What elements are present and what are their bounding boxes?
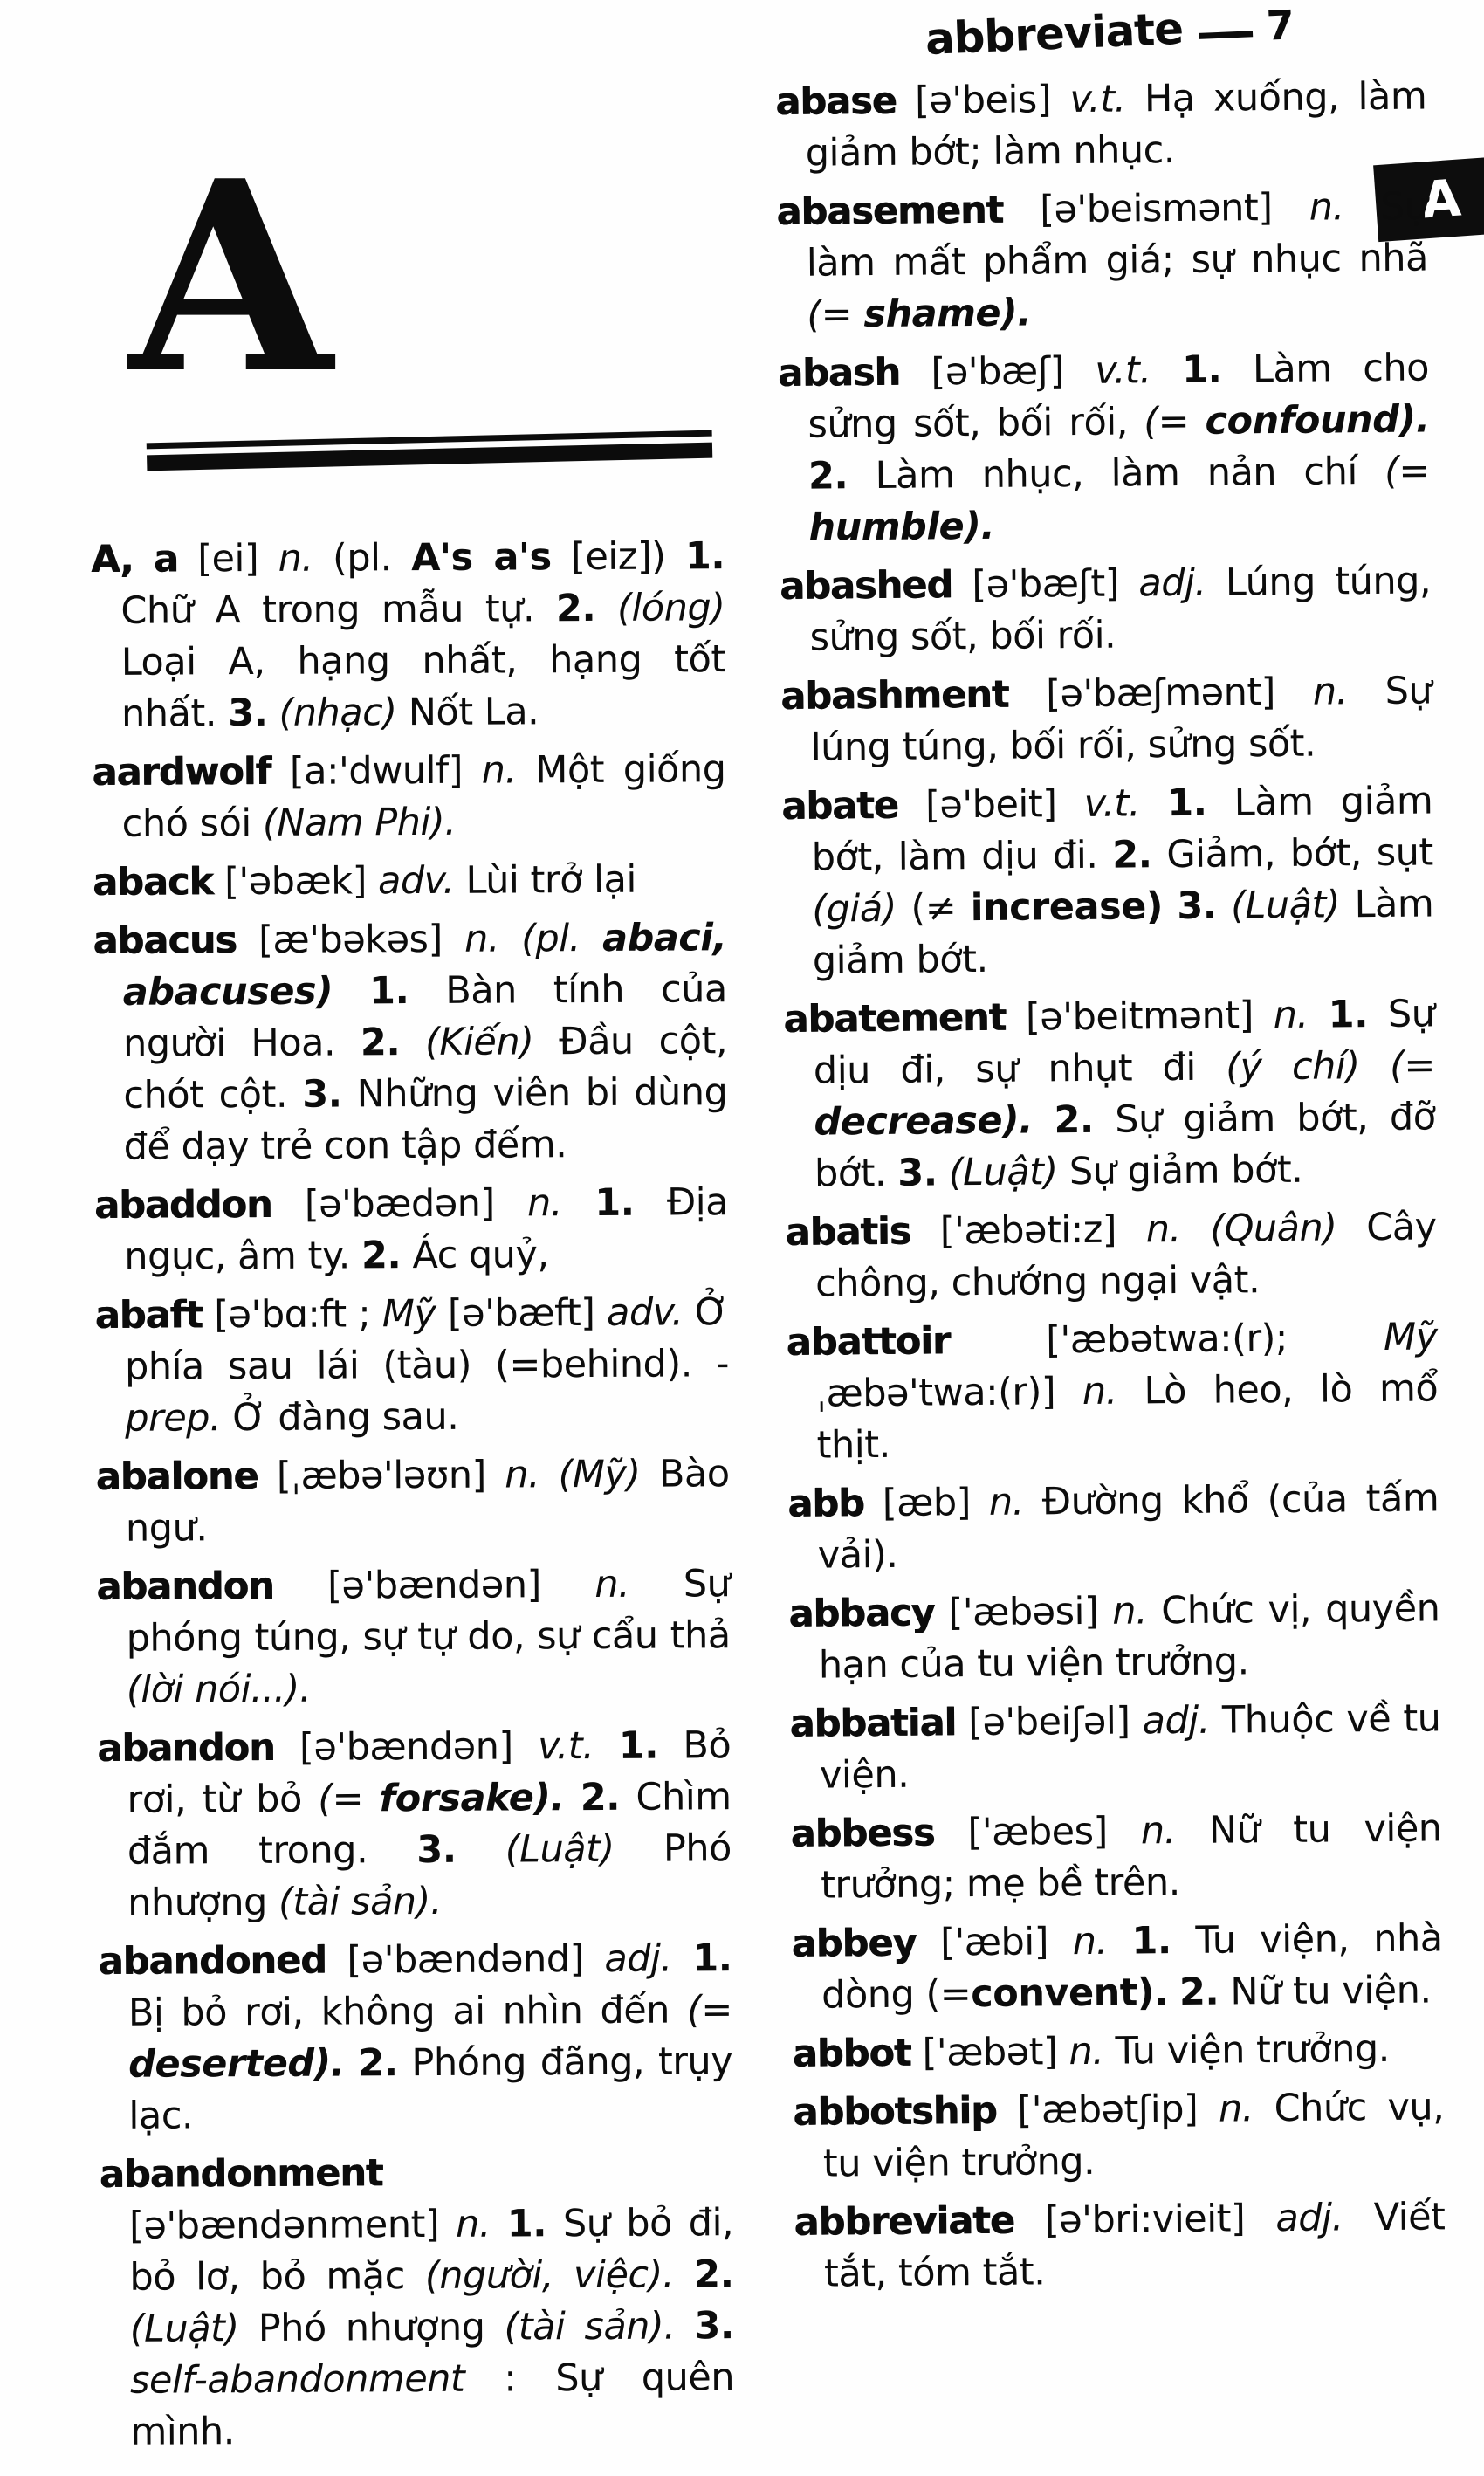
entry-text: (nhạc) [278,691,397,735]
entry-text [333,969,369,1013]
entry-text: [ə'bændənment] [129,2202,457,2248]
entry-text: (Mỹ) [558,1452,641,1497]
entry-text: n. [278,536,313,581]
entry-text: Phó nhượng [127,1826,732,1925]
entry-text: [æb] [863,1480,990,1526]
headword: abashed [779,563,953,609]
entry-text: [ə'bɑ:ft ; [202,1292,382,1338]
entry-text: Thuộc về tu viện. [819,1696,1441,1798]
entry-text: Bàn tính của người Hoa. [122,967,727,1066]
entry-text: self-abandonment [129,2356,465,2403]
headword: abash [777,350,901,395]
entry-text: confound). [1205,397,1430,444]
entry-text [491,2203,507,2246]
entry-text: Ở phía sau lái (tàu) (=behind). - [124,1290,730,1389]
page-number: 7 [1265,1,1295,50]
dictionary-entry [95,1287,730,1445]
headword: abaddon [93,1182,272,1228]
entry-text: : Sự quên mình. [130,2356,735,2454]
headword: abbatial [789,1701,957,1746]
guide-word: abbreviate [924,3,1185,65]
entry-text: (= [686,1988,732,2032]
headword: aardwolf [92,749,271,794]
entry-text: 1. [1167,781,1207,826]
entry-text: (Kiến) [424,1020,534,1065]
entry-text: 1. [368,969,409,1014]
entry-text: v.t. [1069,77,1126,122]
entry-text: ['æbətwa:(r); [949,1315,1384,1364]
dictionary-entry [790,1803,1442,1912]
entry-text [1168,1970,1180,2014]
entry-text: convent). [971,1970,1169,2017]
entry-text: increase) [970,884,1164,931]
entry-text: Tu viện trưởng. [1103,2026,1391,2074]
entry-text: Đường khổ (của tấm vải). [817,1476,1439,1578]
dictionary-entry [786,1311,1439,1472]
entry-text: 2. [360,1021,401,1065]
entry-text [1033,1098,1055,1142]
headword: abattoir [786,1319,951,1365]
section-letter: A [129,123,333,431]
entry-text: 1. [1328,993,1369,1037]
entry-text: ['æbəti:z] [910,1207,1146,1254]
headword: abacus [93,918,237,963]
entry-text: Chìm đắm trong. [127,1775,732,1874]
entry-text: v.t. [538,1724,594,1769]
entry-text [672,1936,693,1980]
entry-text: Loại A, hạng nhất, hạng tốt nhất. [120,637,725,736]
entry-text: adv. [606,1290,684,1335]
headword: abandoned [98,1938,327,1984]
entry-text: Ở đàng sau. [221,1394,459,1441]
dictionary-entry [783,988,1436,1200]
dictionary-entry [92,744,726,850]
entry-text: (= [1389,1043,1436,1088]
entry-text: n. [455,2202,491,2246]
dictionary-entry [91,531,725,740]
entry-text [1216,884,1231,927]
entry-text: Một giống chó sói [121,747,726,846]
dictionary-entry [793,2081,1445,2191]
headword: abbess [790,1811,935,1856]
headword: abasement [776,188,1004,234]
entry-text: Những viên bi dùng để dạy trẻ con tập đếm. [123,1070,728,1169]
entry-text: ['æbi] [916,1920,1074,1965]
entry-text: adj. [1138,561,1206,606]
entry-text: [ə'bæʃt] [952,561,1139,608]
entry-text: n. [594,1562,630,1606]
entry-text: adj. [1142,1698,1211,1744]
entry-text: Sự giảm bớt, đỡ bớt. [814,1095,1436,1196]
entry-text: 2. [1054,1097,1094,1143]
entry-text [1107,1920,1131,1964]
entry-text: (≠ [896,886,971,931]
entry-text: [ə'beis] [896,78,1070,123]
entry-text: n. [464,917,500,961]
entry-text [1359,1044,1390,1088]
dictionary-entry [778,342,1431,554]
entry-text: (Quân) [1210,1206,1337,1251]
entry-text: (lời nói...). [126,1667,312,1712]
entry-text: [eiz]) [551,534,686,580]
entry-text: 2. [580,1775,621,1820]
entry-text: Giảm, bớt, sụt [1151,830,1433,877]
entry-text: 1. [1181,347,1222,392]
entry-text: 1. [1131,1919,1171,1964]
entry-text: adj. [604,1936,672,1981]
entry-text: (người, việc). [424,2252,675,2299]
entry-text [1163,884,1178,928]
entry-text: n. [1072,1919,1108,1964]
headword: A, a [91,537,178,581]
headword: abaft [94,1293,203,1338]
entry-text [937,1151,949,1194]
entry-text: Nữ tu viện trưởng; mẹ bề trên. [820,1806,1442,1908]
entry-text: (Luật) [129,2307,239,2351]
entry-text [1308,994,1328,1037]
entry-text: Bỏ rơi, từ bỏ [127,1723,732,1822]
dictionary-entry [93,912,728,1173]
entry-text: Hạ xuống, làm giảm bớt; làm nhục. [805,74,1427,175]
entry-text [1180,1207,1210,1251]
headword: aback [92,860,214,904]
left-column [91,531,735,2466]
entry-text: Làm nhục, làm nản chí [848,449,1385,499]
entry-text: n. [1140,1809,1176,1854]
entry-text: [ə'bændən] [274,1724,539,1770]
entry-text: n. [1218,2087,1254,2131]
entry-text: Làm giảm bớt. [812,882,1434,983]
entry-text [539,1453,559,1496]
entry-text: (Luật) [948,1150,1058,1195]
entry-text: v.t. [1083,781,1141,826]
entry-text: (= [1144,399,1206,444]
entry-text: Phóng đãng, trụy lạc. [128,2039,733,2138]
entry-text: v.t. [1095,348,1151,393]
entry-text: A's a's [411,535,552,581]
entry-text: forsake). [379,1776,565,1821]
headword: abase [775,79,897,124]
entry-text [344,2041,358,2085]
entry-text: [ə'bændənd] [326,1936,605,1983]
dictionary-entry [780,555,1432,664]
thumb-tab-letter: A [1419,168,1463,230]
entry-text: (Luật) [1230,883,1341,928]
entry-text: 2. [361,1234,402,1278]
entry-text: 1. [618,1723,659,1768]
entry-text: shame). [863,291,1032,337]
headword: abate [781,783,899,829]
entry-text: Lò heo, lò mổ thịt. [816,1366,1439,1468]
entry-text: Làm giảm bớt, làm dịu đi. [811,779,1433,880]
entry-text: n. [1312,670,1348,714]
entry-text: decrease). [814,1098,1034,1145]
headword: abalone [95,1455,258,1499]
entry-text: abaci, abacuses) [122,916,727,1014]
dictionary-entry [794,2191,1446,2301]
entry-text: Tu viện, nhà dòng (= [821,1916,1443,2018]
entry-text: [ə'beitmənt] [1005,994,1274,1040]
headword: abbot [792,2031,911,2076]
entry-text: [ˌæbə'ləʊn] [258,1453,505,1499]
entry-text [595,587,617,630]
entry-text: n. [1309,185,1344,230]
entry-text: n. [988,1480,1025,1524]
entry-text: 3. [228,691,268,736]
dictionary-entry [776,181,1429,341]
headword: abbotship [793,2088,997,2135]
entry-text: 2. [555,586,596,631]
entry-text: Sự dịu đi, sự nhụt đi [813,992,1435,1093]
entry-text: (= [807,292,864,337]
entry-text: n. [481,748,517,793]
entry-text: adv. [377,858,455,904]
entry-text: Lúng túng, sửng sốt, bối rối. [809,559,1432,660]
running-head [924,0,1293,65]
entry-text: (= [1384,449,1431,493]
entry-text: 1. [506,2202,547,2246]
entry-text: Lùi trở lại [454,857,636,903]
entry-text: n. [1145,1207,1181,1252]
entry-text: Nốt La. [396,690,539,735]
entry-text [1151,348,1182,392]
entry-text: deserted). [128,2041,345,2087]
entry-text: Viết tắt, tóm tắt. [823,2195,1446,2296]
entry-text: [a:'dwulf] [271,748,482,794]
headword: abandon [97,1725,275,1771]
entry-text: (lóng) [616,586,725,630]
dictionary-entry [793,2023,1444,2081]
entry-text: prep. [125,1396,222,1441]
entry-text: (Nam Phi). [262,800,457,845]
headword: abatement [783,995,1007,1042]
entry-text: ['əbæk] [212,859,379,904]
entry-text: 3. [416,1827,457,1873]
dictionary-entry [781,775,1434,987]
headword: abb [787,1482,865,1526]
entry-text: n. [1112,1589,1148,1633]
entry-text: Mỹ [1383,1315,1438,1359]
dictionary-entry [96,1558,731,1716]
dictionary-entry [789,1693,1441,1802]
entry-text: [ə'beiʃəl] [955,1699,1143,1745]
entry-text: Sự lúng túng, bối rối, sửng sốt. [810,669,1432,770]
dictionary-entry [98,1933,732,2142]
entry-text: [ə'bæʃmənt] [1008,670,1314,717]
entry-text: n. [505,1453,540,1497]
right-column [775,71,1446,2307]
entry-text: (= [318,1777,380,1821]
entry-text: ['æbəsi] [934,1589,1113,1635]
entry-text: Chức vụ, tu viện trưởng. [822,2085,1445,2186]
section-divider-rule [147,430,713,471]
entry-text: Sự phóng túng, sự tự do, sự cẩu thả [126,1562,731,1661]
entry-text: 3. [694,2304,734,2349]
entry-text: Đầu cột, chót cột. [123,1019,728,1118]
entry-text: Nữ tu viện. [1219,1968,1432,2014]
headword: abbey [791,1921,917,1966]
entry-text: [ei] [177,536,278,581]
entry-text: [ə'bædən] [271,1181,528,1227]
dictionary-entry [100,2146,735,2459]
entry-text: [ə'beismənt] [1002,185,1309,232]
entry-text: ['æbətʃip] [996,2087,1219,2133]
entry-text: Cây chông, chướng ngại vật. [814,1205,1437,1306]
entry-text: (pl. [313,536,412,581]
entry-text: Mỹ [381,1291,436,1337]
entry-text: [ə'bæft] [436,1290,608,1336]
entry-text: [æ'bəkəs] [236,917,465,963]
entry-text: humble). [808,504,995,550]
entry-text [456,1828,505,1872]
entry-text: Chức vị, quyền hạn của tu viện trưởng. [818,1586,1440,1688]
entry-text [564,1776,581,1819]
entry-text: ˌæbə'twa:(r)] [815,1369,1083,1416]
entry-text: [ə'bændən] [273,1562,595,1608]
header-rule [1199,22,1254,39]
entry-text: Làm cho sửng sốt, bối rối, [807,346,1430,447]
entry-text: Chữ A trong mẫu tự. [120,587,557,633]
entry-text: ['æbət] [910,2030,1069,2075]
dictionary-entry [791,1913,1443,2022]
entry-text: [ə'beit] [897,781,1085,828]
entry-text [562,1181,595,1225]
entry-text: (tài sản). [278,1879,443,1924]
entry-text: Sự bỏ đi, bỏ lơ, bỏ mặc [129,2201,734,2300]
headword: abbacy [788,1591,935,1636]
entry-text: (tài sản). [504,2304,676,2349]
entry-text: n. [1068,2029,1104,2074]
entry-text [1140,781,1168,825]
entry-text: Bào ngư. [125,1452,730,1551]
entry-text: Bị bỏ rơi, không ai nhìn đến [127,1988,688,2035]
entry-text: Sự giảm bớt. [1057,1147,1303,1194]
entry-text: 2. [807,454,848,499]
dictionary-entry [93,854,726,909]
entry-text: 2. [358,2041,398,2086]
entry-text: [ə'bri:vieit] [1013,2197,1276,2243]
entry-text: 3. [1177,884,1217,929]
entry-text: n. [526,1181,563,1226]
dictionary-entry [787,1473,1439,1582]
entry-text [675,2304,694,2348]
entry-text: 1. [594,1180,635,1225]
entry-text: n. [1082,1369,1117,1413]
dictionary-entry [775,71,1427,180]
dictionary-entry [94,1177,729,1283]
dictionary-entry [785,1201,1437,1310]
entry-text [400,1021,425,1064]
dictionary-entry [96,1448,731,1555]
entry-text: (giá) [812,886,897,932]
entry-text: 2. [694,2252,734,2297]
entry-text: 2. [1178,1970,1219,2015]
entry-text: Ác quỷ, [401,1233,549,1278]
entry-text: (pl. [521,916,603,961]
entry-text: adj. [1275,2196,1343,2241]
entry-text: 3. [302,1072,342,1117]
entry-text: (ý chí) [1226,1044,1360,1090]
entry-text: n. [1273,993,1309,1038]
entry-text: (Luật) [505,1826,615,1872]
headword: abandon [96,1564,274,1609]
dictionary-entry [97,1720,732,1929]
entry-text: Phó nhượng [238,2305,505,2351]
dictionary-entry [780,665,1432,774]
entry-text [594,1724,619,1768]
headword: abashment [780,672,1009,719]
entry-text [674,2252,694,2296]
entry-text: 2. [1112,833,1152,877]
entry-text [499,917,521,960]
entry-text: 1. [684,534,725,579]
headword: abatis [785,1209,911,1255]
headword: abbreviate [794,2198,1015,2245]
entry-text [267,691,278,735]
entry-text: [ə'bæʃ] [899,348,1096,395]
entry-text: Sự làm mất phẩm giá; sự nhục nhã [806,184,1429,285]
entry-text: ['æbes] [934,1809,1142,1855]
entry-text: 3. [897,1151,938,1195]
headword: abandonment [99,2151,383,2197]
dictionary-entry [788,1583,1440,1692]
entry-text: Địa ngục, âm ty. [124,1180,729,1279]
entry-text: 1. [692,1936,732,1981]
